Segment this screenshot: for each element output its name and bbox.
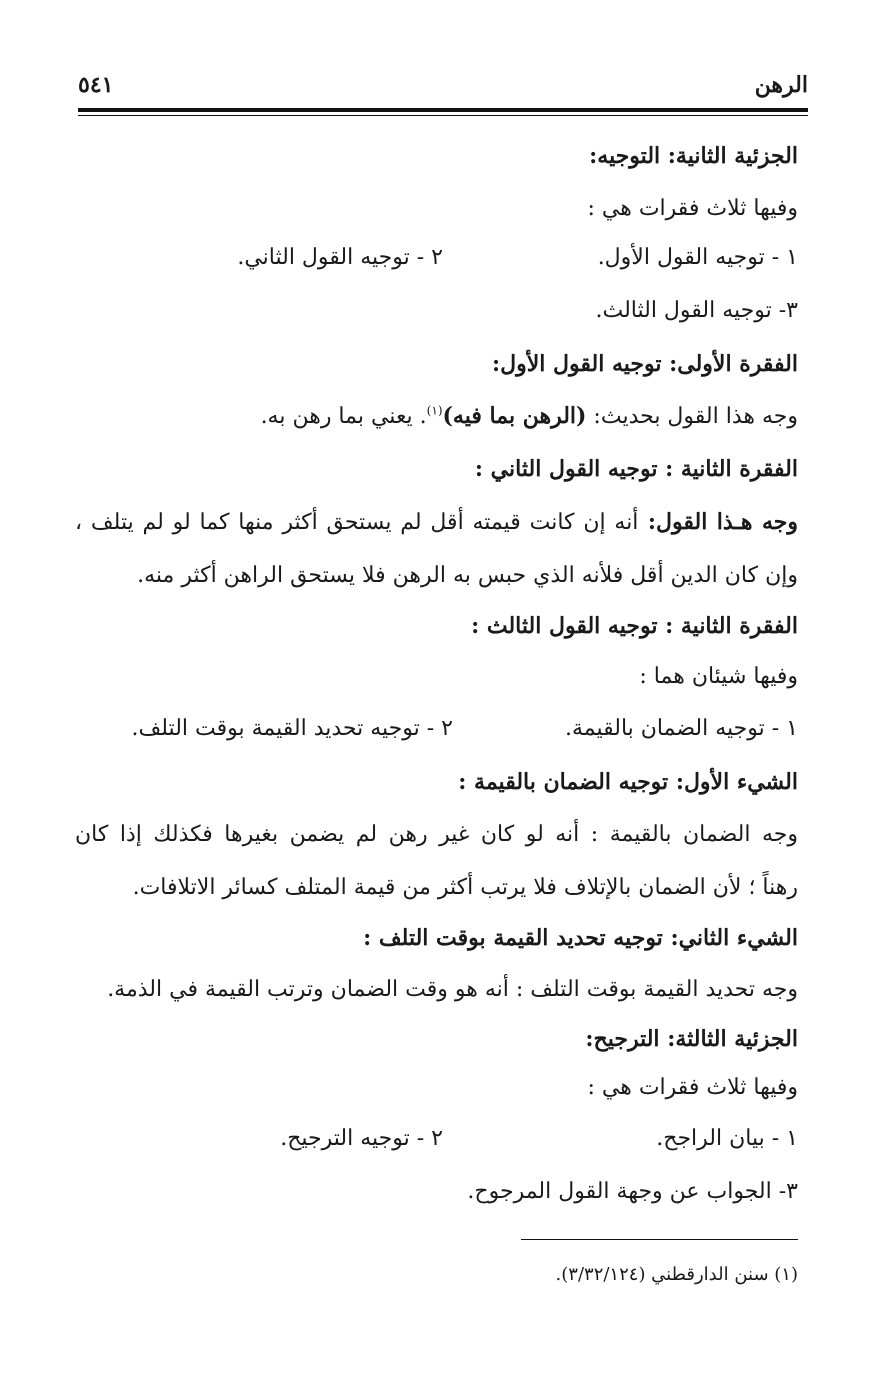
page-number: ٥٤١: [78, 72, 114, 98]
subsection-heading: الفقرة الأولى: توجيه القول الأول:: [491, 351, 798, 377]
subsection-heading: الشيء الثاني: توجيه تحديد القيمة بوقت التلف :: [363, 925, 798, 951]
footnote: (١) سنن الدارقطني (٣/٣٢/١٢٤).: [555, 1264, 798, 1285]
list-item-2: ٢ - توجيه تحديد القيمة بوقت التلف.: [131, 716, 453, 741]
footnote-marker[interactable]: (١): [426, 403, 443, 418]
paragraph-line: وإن كان الدين أقل فلأنه الذي حبس به الرهن فلا يستحق الراهن أكثر منه.: [137, 563, 798, 588]
list-item-3: ٣- توجيه القول الثالث.: [595, 298, 798, 323]
text-run: وجه هذا القول بحديث:: [586, 404, 798, 429]
paragraph-line: وجه تحديد القيمة بوقت التلف : أنه هو وقت الضمان وترتب القيمة في الذمة.: [107, 977, 798, 1002]
list-item-2: ٢ - توجيه القول الثاني.: [237, 245, 443, 270]
paragraph-line: وفيها شيئان هما :: [639, 664, 798, 689]
header-rule-thin: [78, 115, 808, 116]
paragraph-line: وجه الضمان بالقيمة : أنه لو كان غير رهن لم يضمن بغيرها فكذلك إذا كان: [75, 822, 798, 847]
running-header: [78, 70, 808, 104]
lead-in: وجه هـذا القول:: [638, 509, 798, 535]
paragraph-line: [75, 507, 798, 538]
footnote-rule: [521, 1239, 798, 1240]
paragraph-line: وفيها ثلاث فقرات هي :: [587, 196, 798, 221]
section-heading: الجزئية الثانية: التوجيه:: [589, 143, 798, 169]
hadith-quote: (الرهن بما فيه): [442, 403, 587, 429]
paragraph-line: رهناً ؛ لأن الضمان بالإتلاف فلا يرتب أكثر من قيمة المتلف كسائر الاتلافات.: [132, 875, 798, 900]
subsection-heading: الشيء الأول: توجيه الضمان بالقيمة :: [458, 769, 798, 795]
paragraph-line: وفيها ثلاث فقرات هي :: [587, 1075, 798, 1100]
header-rule-thick: [78, 108, 808, 112]
section-heading: الجزئية الثالثة: الترجيح:: [585, 1026, 798, 1052]
chapter-title: الرهن: [754, 72, 808, 98]
subsection-heading: الفقرة الثانية : توجيه القول الثالث :: [471, 613, 798, 639]
list-item-3: ٣- الجواب عن وجهة القول المرجوح.: [467, 1179, 798, 1204]
subsection-heading: الفقرة الثانية : توجيه القول الثاني :: [474, 456, 798, 482]
text-run: . يعني بما رهن به.: [260, 404, 427, 429]
list-item-2: ٢ - توجيه الترجيح.: [280, 1126, 443, 1151]
list-item-1: ١ - توجيه القول الأول.: [597, 245, 798, 270]
list-item-1: ١ - توجيه الضمان بالقيمة.: [564, 716, 798, 741]
text-run: أنه إن كانت قيمته أقل لم يستحق أكثر منها كما لو لم يتلف ،: [75, 510, 639, 535]
list-item-1: ١ - بيان الراجح.: [656, 1126, 798, 1151]
paragraph-line: [261, 401, 798, 432]
